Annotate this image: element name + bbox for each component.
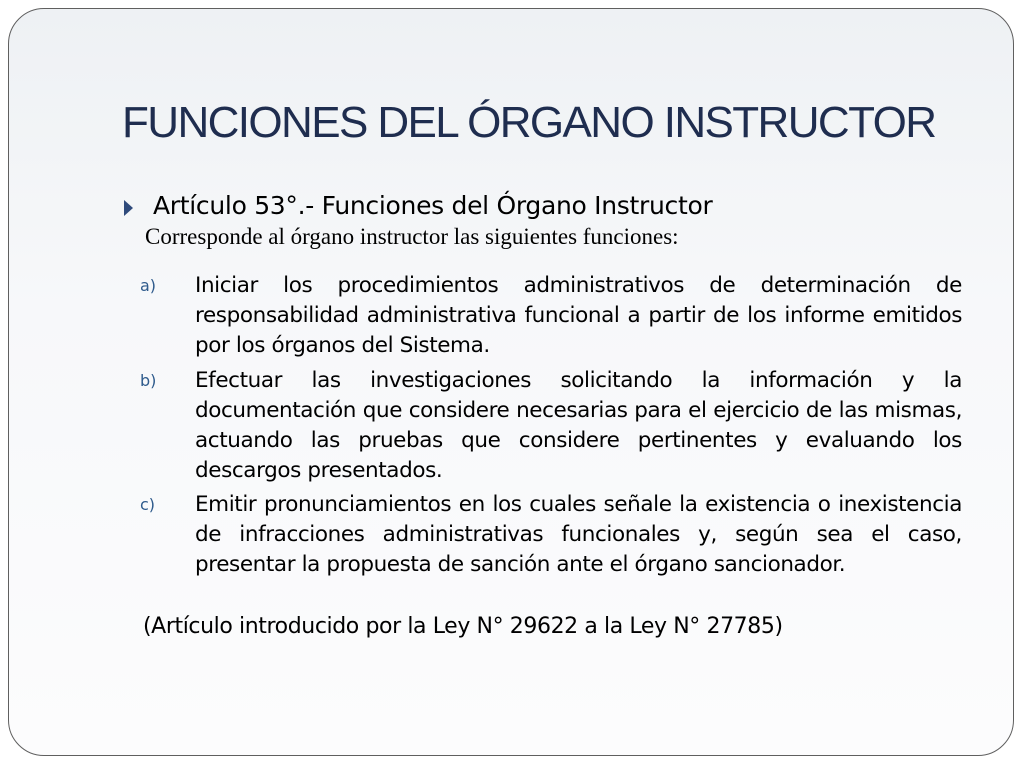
- slide-title: FUNCIONES DEL ÓRGANO INSTRUCTOR: [122, 98, 936, 147]
- list-item-text: Iniciar los procedimientos administrativos de determinación de responsabilidad administrativa funcional a partir de los informe emitidos por los órganos del Sistema.: [195, 273, 962, 358]
- list-item-text: Emitir pronunciamientos en los cuales señale la existencia o inexistencia de infracciones administrativas funcionales y, según sea el caso, presentar la propuesta de sanción ante el órgano sancionador.: [195, 492, 962, 577]
- triangle-right-icon: [124, 200, 133, 216]
- legal-note: (Artículo introducido por la Ley N° 29622 a la Ley N° 27785): [143, 614, 783, 639]
- intro-text: Corresponde al órgano instructor las siguientes funciones:: [145, 224, 679, 249]
- list-item-label: b): [140, 371, 157, 390]
- list-item-text: Efectuar las investigaciones solicitando la información y la documentación que considere necesarias para el ejercicio de las mismas, actuando las pruebas que considere pertinentes y evaluando los descargos presentados.: [195, 368, 962, 483]
- list-item-label: c): [140, 495, 156, 514]
- article-heading: Artículo 53°.- Funciones del Órgano Instructor: [153, 191, 713, 220]
- list-item-label: a): [140, 276, 157, 295]
